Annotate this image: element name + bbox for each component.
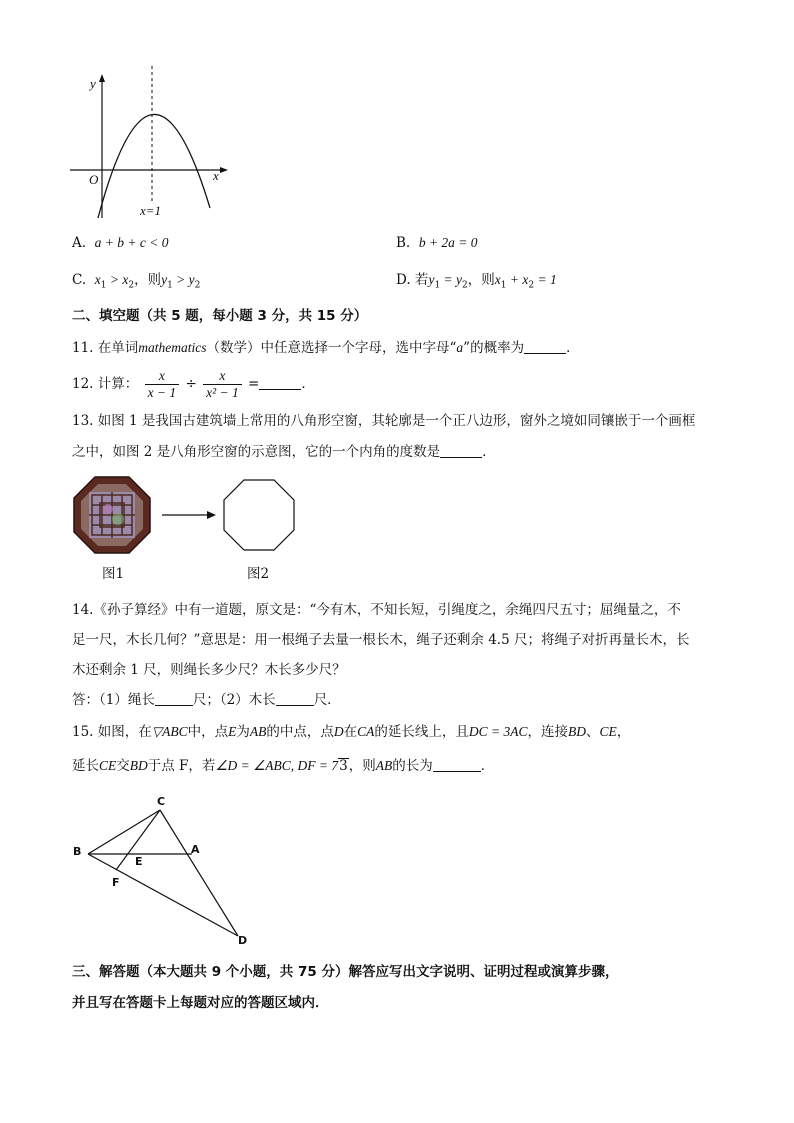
section2-heading: 二、填空题（共 5 题，每小题 3 分，共 15 分） [72,308,368,324]
octagon-diagram [222,478,296,552]
question-14-line1: 14.《孙子算经》中有一道题，原文是：“今有木，不知长短，引绳度之，余绳四尺五寸；屈绳量之，不 [72,602,681,618]
question-13-line1: 13. 如图 1 是我国古建筑墙上常用的八角形空窗，其轮廓是一个正八边形，窗外之境如同镶嵌于一个画框 [72,413,696,429]
graph-y-label: y [90,76,96,91]
question-11: 11. 在单词mathematics（数学）中任意选择一个字母，选中字母“a”的概率为 ． [72,340,580,356]
option-c: C. $x_1 > x_2$，则$y_1 > y_2$ [72,272,201,291]
point-b-label: B [73,845,82,858]
question-14-line2: 足一尺，木长几何？”意思是：用一根绳子去量一根长木，绳子还剩余 4.5 尺；将绳子对折再量长木，长 [72,632,690,648]
parabola-graph [60,60,240,225]
question-12: 12. 计算： $\frac{x}{x - 1}$ ÷ $\frac{x}{\text{x² − 1}}$ = ． [72,368,315,400]
section3-line2: 并且写在答题卡上每题对应的答题区域内． [72,995,329,1011]
fraction-2: $\frac{x}{\text{x² − 1}}$ [203,368,242,401]
question-13-line2: 之中，如图 2 是八角形空窗的示意图，它的一个内角的度数是 ． [72,444,496,460]
octagon-window-figure [72,475,152,555]
graph-axis-label: x=1 [140,203,162,218]
point-e-label: E [135,855,143,868]
point-c-label: C [157,795,166,808]
question-15-line2: 延长CE交BD于点 F，若∠D = ∠ABC, DF = 73，则AB的长为 ． [72,758,495,774]
graph-origin-label: O [89,172,99,187]
option-d: D. 若$y_1 = y_2$，则$x_1 + x_2 = 1$ [396,272,557,291]
point-f-label: F [112,876,120,889]
fraction-1: $\frac{x}{x - 1}$ [145,368,180,401]
section3-line1: 三、解答题（本大题共 9 个小题，共 75 分）解答应写出文字说明、证明过程或演算步骤， [72,964,619,980]
figure-2-label: 图2 [247,566,270,582]
triangle-figure [70,790,260,950]
question-14-line3: 木还剩余 1 尺，则绳长多少尺？木长多少尺？ [72,662,346,678]
arrow-figure [160,508,218,522]
question-15-line1: 15. 如图，在▽ABC中，点E为AB的中点，点D在CA的延长线上，且DC = 3AC，连接BD、CE， [72,724,631,740]
point-d-label: D [238,934,248,947]
option-a: A. a + b + c < 0 [72,235,169,251]
figure-1-label: 图1 [102,566,125,582]
graph-x-label: x [213,168,219,183]
question-14-answer: 答：（1）绳长 尺；（2）木长 尺． [72,692,341,708]
point-a-label: A [191,843,200,856]
option-b: B. b + 2a = 0 [396,235,478,251]
